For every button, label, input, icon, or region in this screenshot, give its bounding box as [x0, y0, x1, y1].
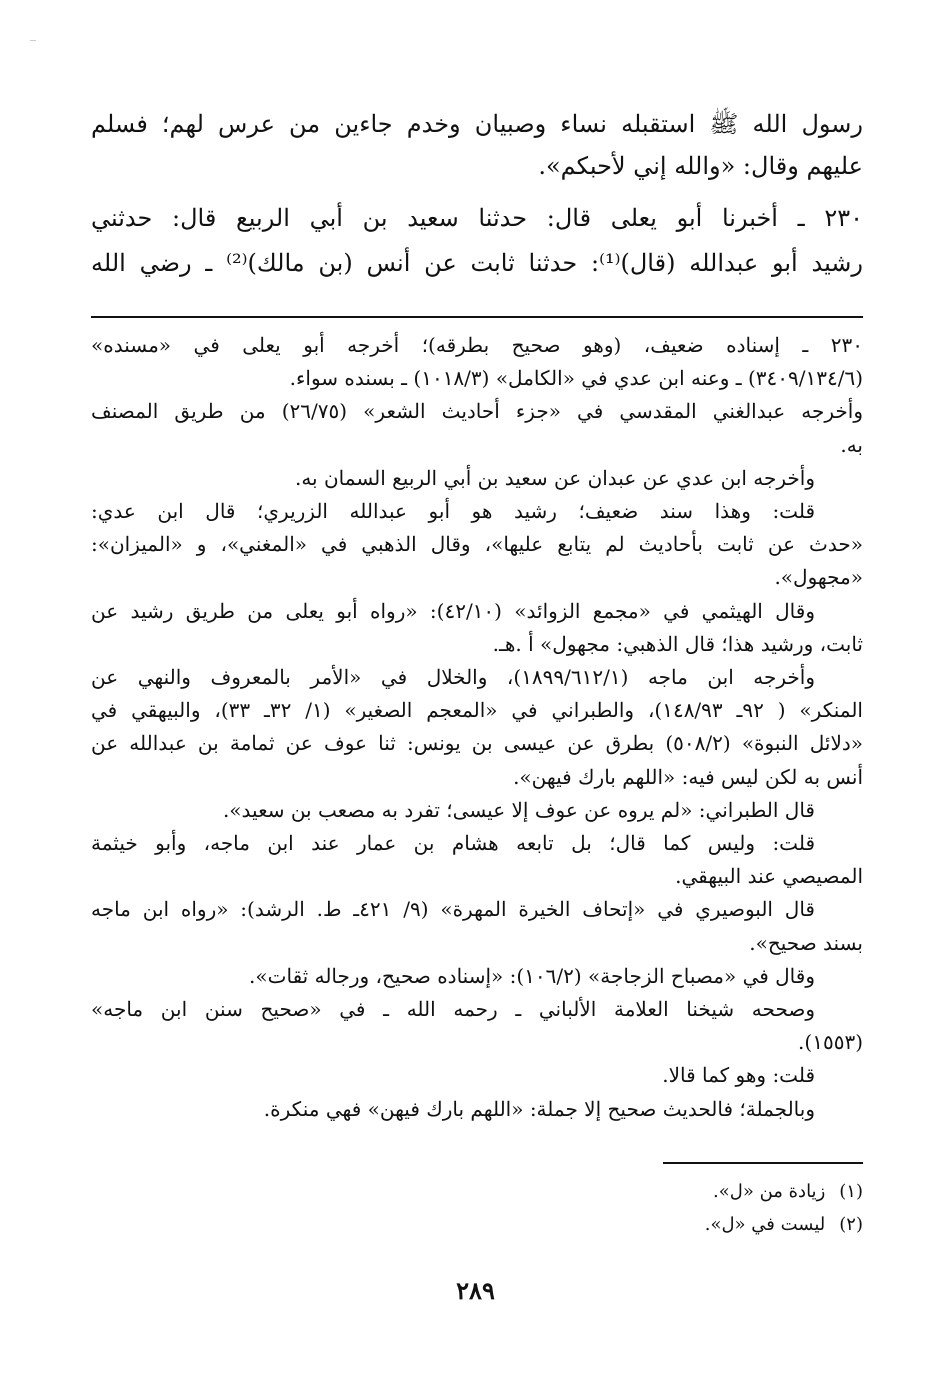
- main-line: عليهم وقال: «والله إني لأحبكم».: [538, 152, 863, 180]
- footnote-text: زيادة من «ل».: [713, 1181, 826, 1202]
- commentary-line: (١٥٥٣).: [798, 1030, 863, 1055]
- commentary-line: ٢٣٠ ـ إسناده ضعيف، (وهو صحيح بطرقه)؛ أخرجه أبو يعلى في «مسنده»: [91, 333, 864, 357]
- commentary-line: قال البوصيري في «إتحاف الخيرة المهرة» (٩/ ٤٢١ـ ط. الرشد): «رواه ابن ماجه: [91, 897, 815, 922]
- footnote: [91, 1216, 863, 1234]
- commentary-line: المصيصي عند البيهقي.: [675, 864, 863, 889]
- commentary-line: (٣٤٠٩/١٣٤/٦) ـ وعنه ابن عدي في «الكامل» (١٠١٨/٣) ـ بسنده سواء.: [289, 366, 863, 391]
- commentary-line: وبالجملة؛ فالحديث صحيح إلا جملة: «اللهم بارك فيهن» فهي منكرة.: [263, 1096, 815, 1121]
- commentary-line: به.: [840, 432, 863, 457]
- commentary-line: وصححه شيخنا العلامة الألباني ـ رحمه الله ـ في «صحيح سنن ابن ماجه»: [91, 997, 815, 1021]
- commentary-line: قلت: وهو كما قالا.: [662, 1063, 815, 1088]
- commentary-line: قلت: وليس كما قال؛ بل تابعه هشام بن عمار عند ابن ماجه، وأبو خيثمة: [91, 831, 815, 855]
- footnote-number: (١): [839, 1181, 863, 1202]
- commentary-line: وأخرجه ابن عدي عن عبدان عن سعيد بن أبي الربيع السمان به.: [294, 465, 815, 490]
- main-line: رسول الله ﷺ استقبله نساء وصبيان وخدم جاءين من عرس لهم؛ فسلم: [91, 110, 863, 138]
- commentary-line: ثابت، ورشيد هذا؛ قال الذهبي: مجهول» أ .هـ.: [492, 631, 863, 656]
- commentary-separator: [91, 316, 863, 318]
- commentary-line: وأخرجه ابن ماجه (١٨٩٩/٦١٢/١)، والخلال في «الأمر بالمعروف والنهي عن: [91, 665, 815, 689]
- footnote-number: (٢): [839, 1214, 863, 1235]
- commentary-line: «حدث عن ثابت بأحاديث لم يتابع عليها»، وقال الذهبي في «المغني»، و «الميزان»:: [91, 532, 863, 557]
- commentary-line: «مجهول».: [774, 565, 863, 590]
- scan-mark: [30, 40, 36, 41]
- footnote: [91, 1183, 863, 1201]
- commentary-line: قال الطبراني: «لم يروه عن عوف إلا عيسى؛ تفرد به مصعب بن سعيد».: [222, 797, 815, 822]
- commentary-line: أنس به لكن ليس فيه: «اللهم بارك فيهن».: [513, 764, 863, 789]
- commentary-line: «دلائل النبوة» (٥٠٨/٢) بطرق عن عيسى بن يونس: ثنا عوف عن ثمامة بن عبدالله عن: [91, 731, 864, 756]
- footnote-separator: [663, 1162, 863, 1164]
- commentary-line: قلت: وهذا سند ضعيف؛ رشيد هو أبو عبدالله الزريري؛ قال ابن عدي:: [91, 499, 815, 523]
- commentary-line: وقال الهيثمي في «مجمع الزوائد» (٤٢/١٠): «رواه أبو يعلى من طريق رشيد عن: [91, 598, 815, 623]
- commentary-line: بسند صحيح».: [749, 930, 863, 955]
- commentary-line: وقال في «مصباح الزجاجة» (١٠٦/٢): «إسناده صحيح، ورجاله ثقات».: [249, 963, 815, 988]
- commentary-line: وأخرجه عبدالغني المقدسي في «جزء أحاديث الشعر» (٢٦/٧٥) من طريق المصنف: [91, 399, 863, 424]
- footnote-text: ليست في «ل».: [704, 1214, 826, 1235]
- page-number: ٢٨٩: [456, 1276, 495, 1305]
- main-line: رشيد أبو عبدالله (قال)⁽¹⁾: حدثنا ثابت عن أنس (بن مالك)⁽²⁾ ـ رضي الله: [91, 249, 864, 277]
- main-line: ٢٣٠ ـ أخبرنا أبو يعلى قال: حدثنا سعيد بن أبي الربيع قال: حدثني: [91, 204, 863, 232]
- commentary-line: المنكر» ( ٩٢ـ ١٤٨/٩٣)، والطبراني في «المعجم الصغير» (١/ ٣٢ـ ٣٣)، والبيهقي في: [91, 698, 863, 723]
